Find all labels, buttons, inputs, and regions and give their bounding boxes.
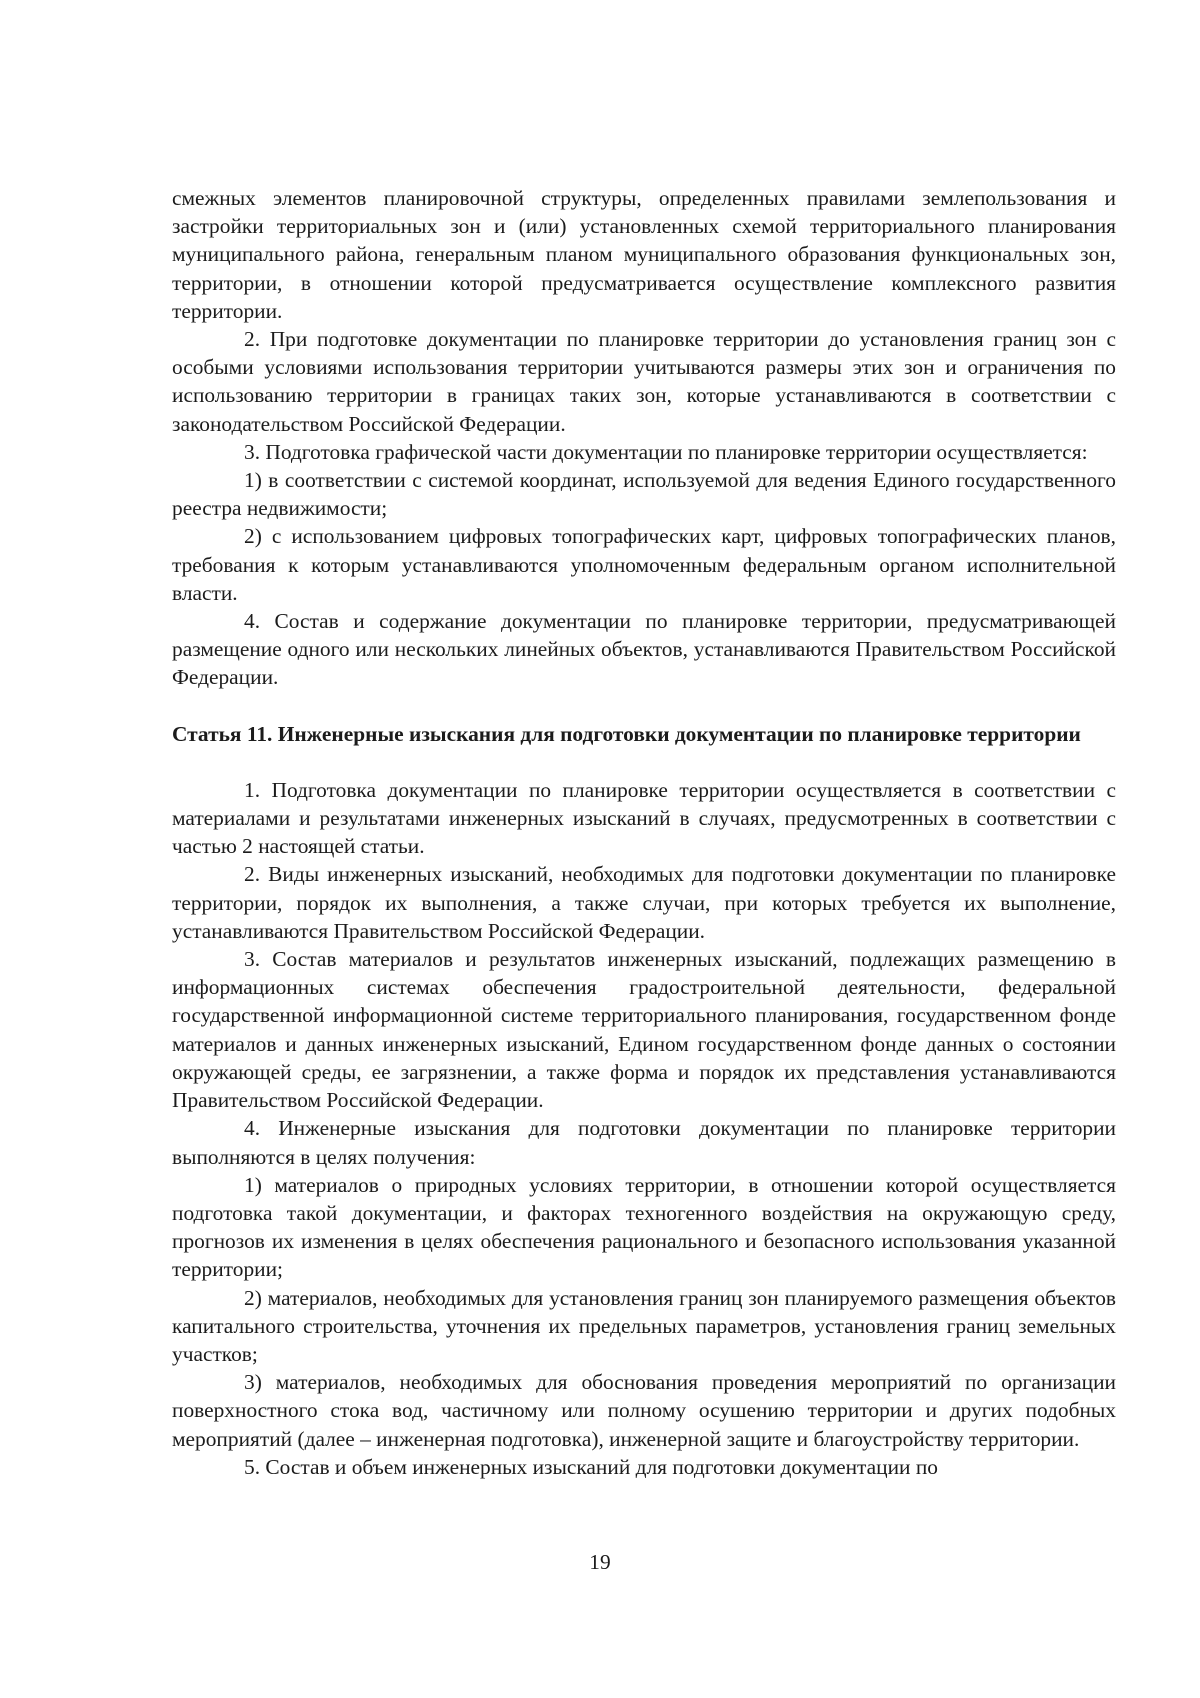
paragraph: 4. Инженерные изыскания для подготовки документации по планировке территории выполняются в целях получения: bbox=[172, 1116, 1116, 1169]
paragraph: 2. Виды инженерных изысканий, необходимых для подготовки документации по планировке территории, порядок их выполнения, а также случаи, при которых требуется их выполнение, устанавливаются Правительством Российской Федерации. bbox=[172, 862, 1116, 943]
list-item: 2) материалов, необходимых для установления границ зон планируемого размещения объектов капитального строительства, уточнения их предельных параметров, установления границ земельных участков; bbox=[172, 1285, 1116, 1366]
paragraph: 5. Состав и объем инженерных изысканий для подготовки документации по bbox=[244, 1454, 938, 1479]
document-body bbox=[172, 184, 1116, 1481]
list-item: 1) материалов о природных условиях территории, в отношении которой осуществляется подготовка такой документации, и факторах техногенного воздействия на окружающую среду, прогнозов их изменения в целях обеспечения рационального и безопасного использования указанной территории; bbox=[172, 1172, 1116, 1282]
list-item: 1) в соответствии с системой координат, используемой для ведения Единого государственного реестра недвижимости; bbox=[172, 468, 1116, 521]
list-item: 3) материалов, необходимых для обоснования проведения мероприятий по организации поверхностного стока вод, частичному или полному осушению территории и других подобных мероприятий (далее – инженерная подготовка), инженерной защите и благоустройству территории. bbox=[172, 1370, 1116, 1451]
page-number: 19 bbox=[589, 1550, 611, 1574]
paragraph: 3. Подготовка графической части документации по планировке территории осуществляется: bbox=[244, 439, 1088, 464]
article-heading: Статья 11. Инженерные изыскания для подготовки документации по планировке территории bbox=[172, 721, 1081, 746]
paragraph: 4. Состав и содержание документации по планировке территории, предусматривающей размещение одного или нескольких линейных объектов, устанавливаются Правительством Российской Федерации. bbox=[172, 609, 1116, 690]
list-item: 2) с использованием цифровых топографических карт, цифровых топографических планов, требования к которым устанавливаются уполномоченным федеральным органом исполнительной власти. bbox=[172, 524, 1116, 605]
paragraph: 3. Состав материалов и результатов инженерных изысканий, подлежащих размещению в информационных системах обеспечения градостроительной деятельности, федеральной государственной информационной системе территориального планирования, государственном фонде материалов и данных инженерных изысканий, Едином государственном фонде данных о состоянии окружающей среды, ее загрязнении, а также форма и порядок их представления устанавливаются Правительством Российской Федерации. bbox=[172, 947, 1116, 1113]
paragraph: 1. Подготовка документации по планировке территории осуществляется в соответствии с материалами и результатами инженерных изысканий в случаях, предусмотренных в соответствии с частью 2 настоящей статьи. bbox=[172, 777, 1116, 859]
paragraph: смежных элементов планировочной структуры, определенных правилами землепользования и застройки территориальных зон и (или) установленных схемой территориального планирования муниципального района, генеральным планом муниципального образования функциональных зон, территории, в отношении которой предусматривается осуществление комплексного развития территории. bbox=[172, 186, 1116, 323]
paragraph: 2. При подготовке документации по планировке территории до установления границ зон с особыми условиями использования территории учитываются размеры этих зон и ограничения по использованию территории в границах таких зон, которые устанавливаются в соответствии с законодательством Российской Федерации. bbox=[172, 327, 1116, 436]
